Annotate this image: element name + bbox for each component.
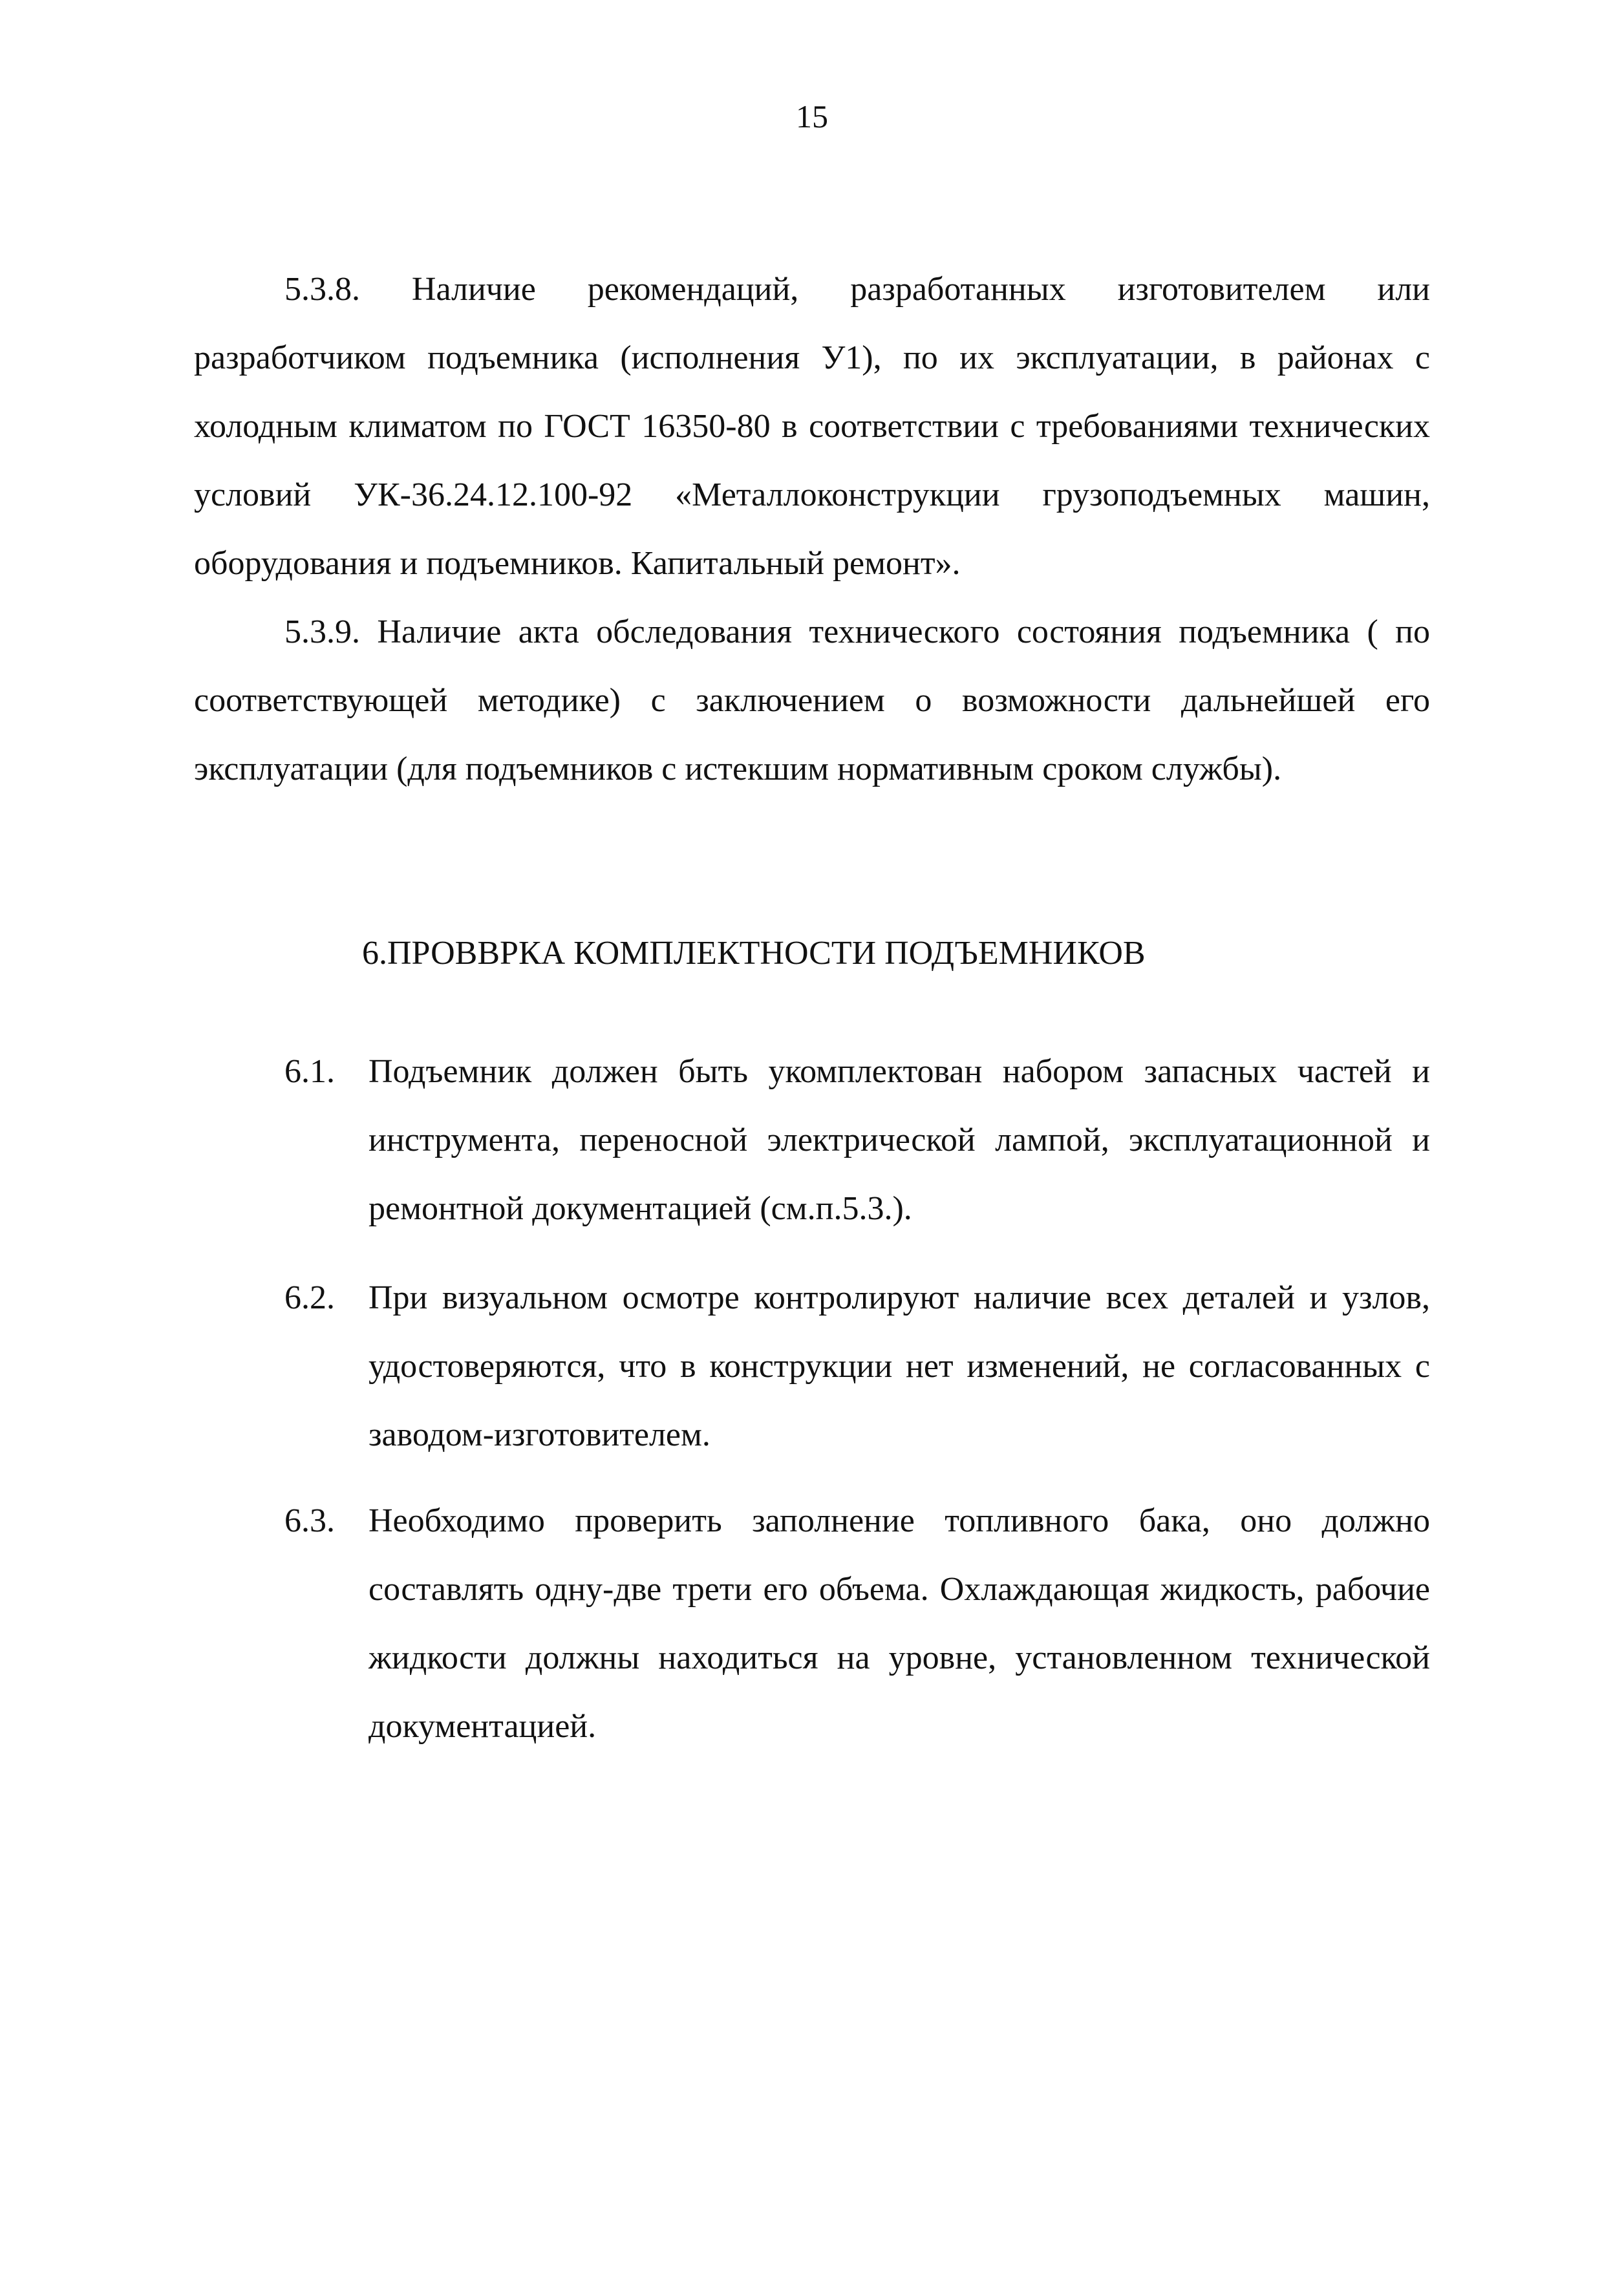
list-item-text: При визуальном осмотре контролируют наличие всех деталей и узлов, удостоверяются, что в конструкции нет изменений, не согласованных с заводом-изготовителем. <box>369 1279 1430 1453</box>
list-item <box>284 1264 1430 1469</box>
list-item <box>284 1038 1430 1243</box>
list-item-text: Подъемник должен быть укомплектован набором запасных частей и инструмента, переносной электрической лампой, эксплуатационной и ремонтной документацией (см.п.5.3.). <box>369 1053 1430 1227</box>
list-item-text: Необходимо проверить заполнение топливного бака, оно должно составлять одну-две трети его объема. Охлаждающая жидкость, рабочие жидкости должны находиться на уровне, установленном технической документацией. <box>369 1502 1430 1745</box>
list-item <box>284 1487 1430 1761</box>
list-item-number: 6.1. <box>284 1053 335 1090</box>
list-item-number: 6.2. <box>284 1279 335 1316</box>
page-number: 15 <box>796 98 828 134</box>
paragraph-5-3-8: 5.3.8. Наличие рекомендаций, разработанных изготовителем или разработчиком подъемника (исполнения У1), по их эксплуатации, в районах с холодным климатом по ГОСТ 16350-80 в соответствии с требованиями технических условий УК-36.24.12.100-92 «Металлоконструкции грузоподъемных машин, оборудования и подъемников. Капитальный ремонт». <box>194 271 1430 582</box>
section-title: 6.ПРОВВРКА КОМПЛЕКТНОСТИ ПОДЪЕМНИКОВ <box>362 935 1146 972</box>
list-item-number: 6.3. <box>284 1502 335 1539</box>
paragraph-5-3-9: 5.3.9. Наличие акта обследования технического состояния подъемника ( по соответствующей методике) с заключением о возможности дальнейшей его эксплуатации (для подъемников с истекшим нормативным сроком службы). <box>194 613 1430 787</box>
